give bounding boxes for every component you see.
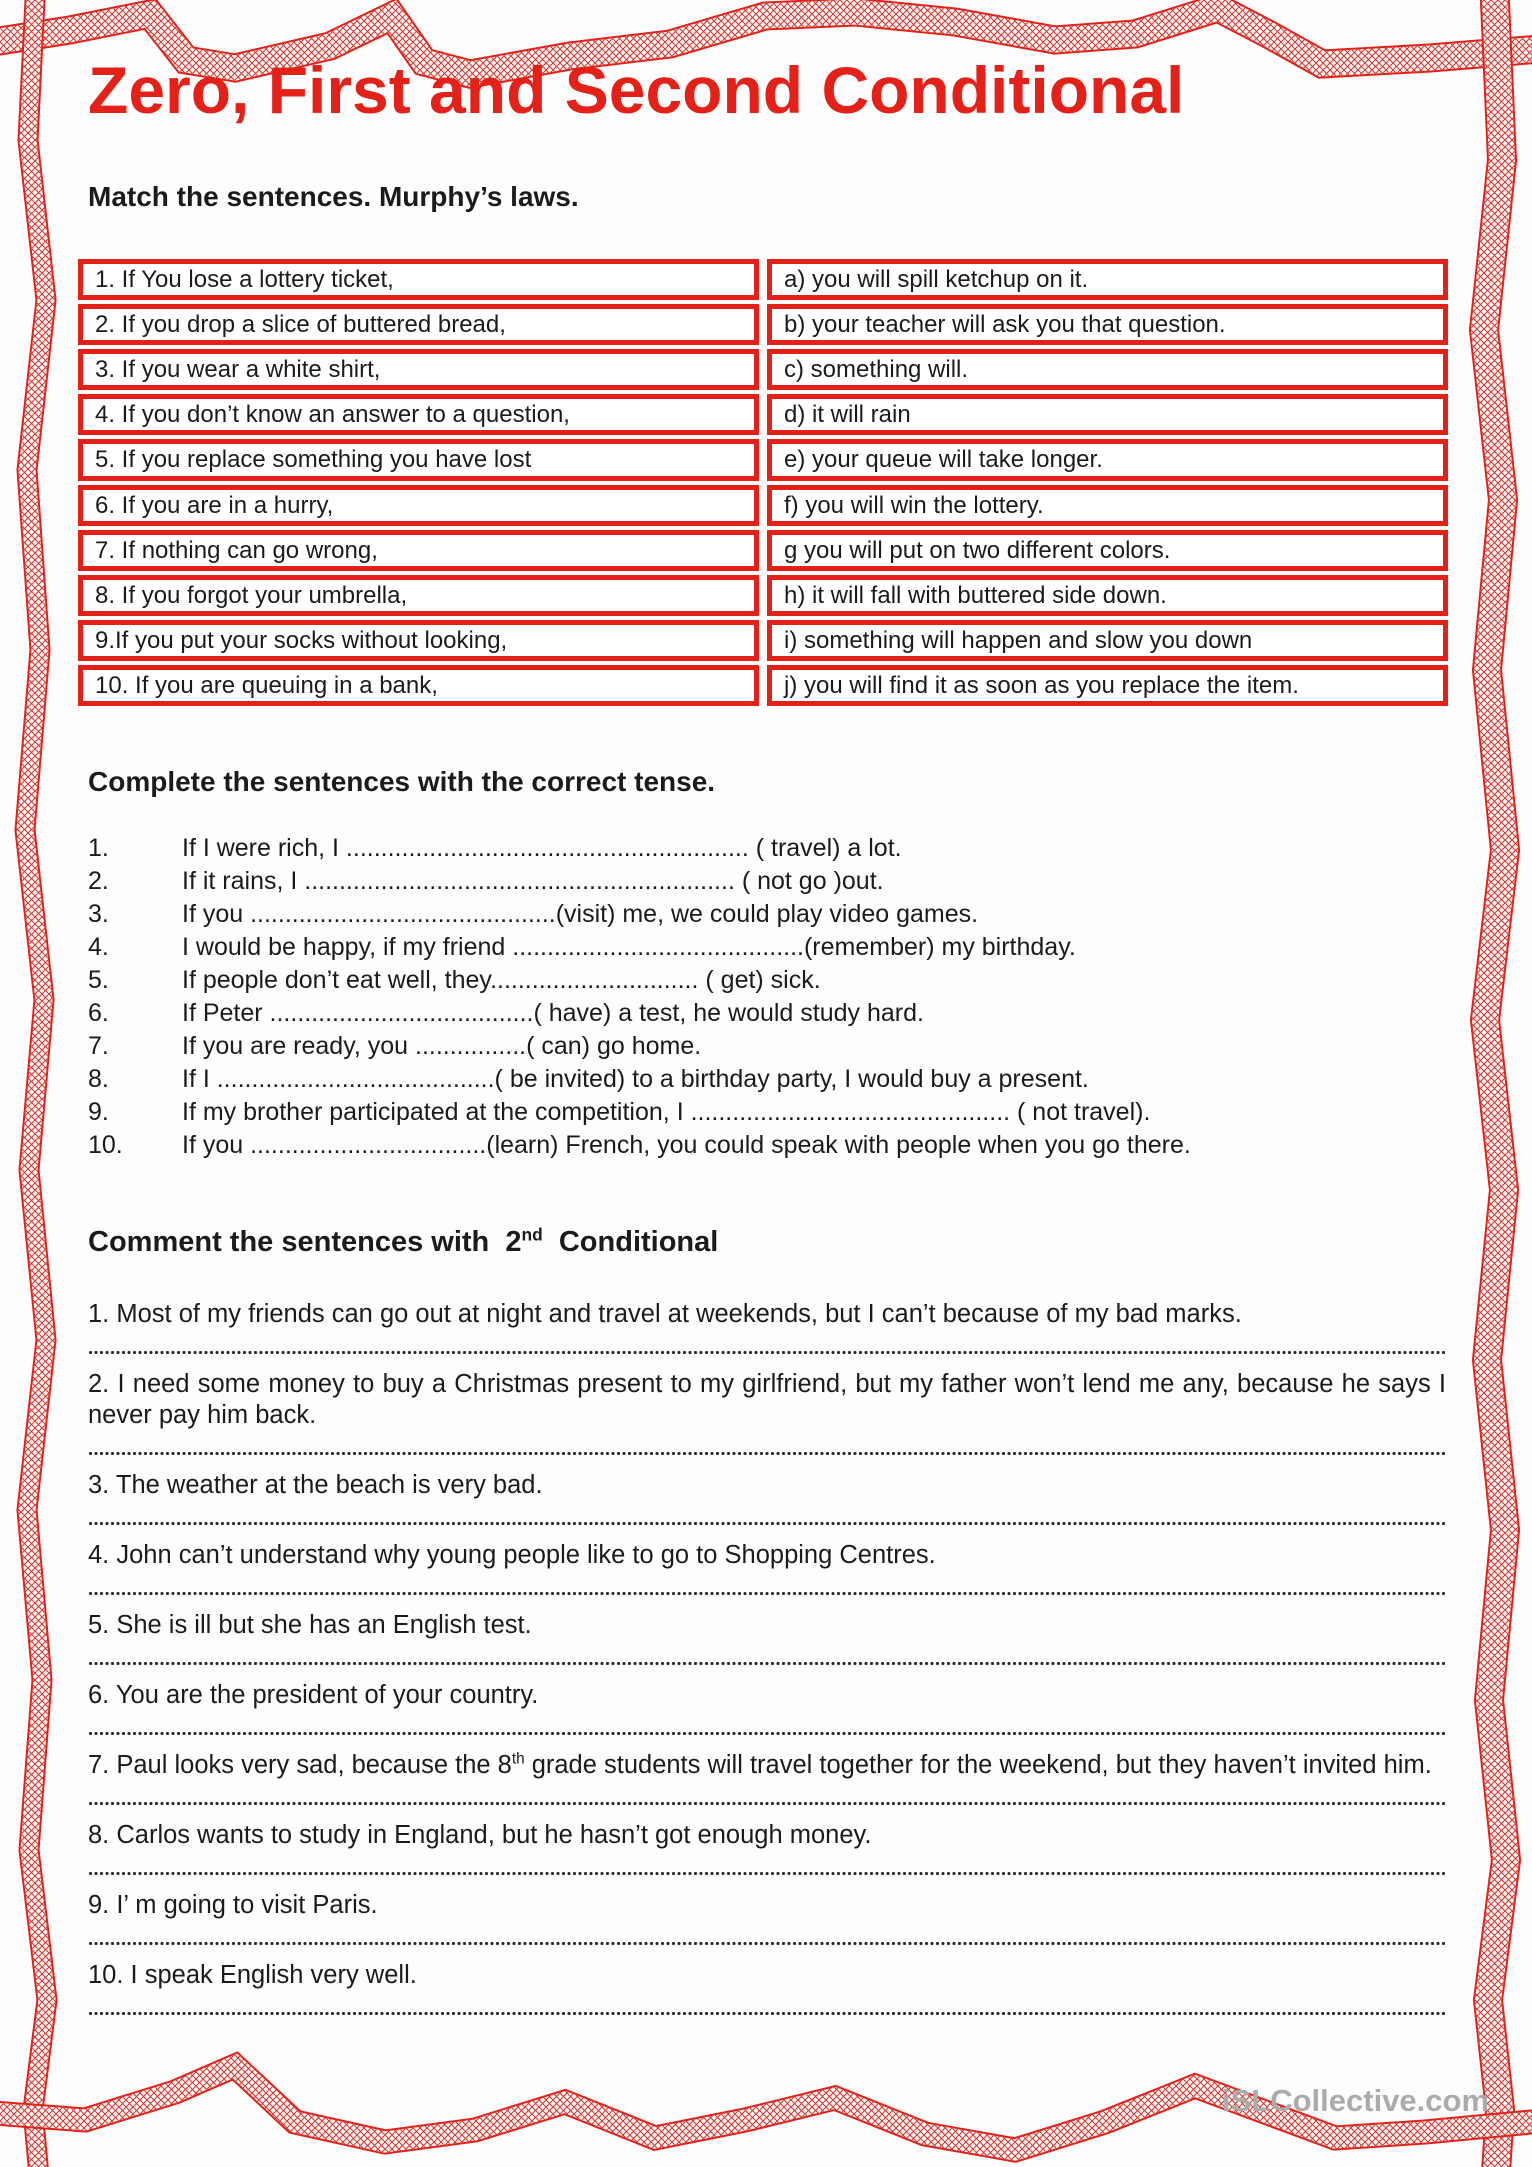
answer-dotted-line [88,1451,1446,1456]
complete-item-text: If it rains, I .............................................................. ( not go )out. [182,867,884,896]
match-cell-left: 6. If you are in a hurry, [78,485,759,526]
answer-dotted-line [88,1591,1446,1596]
answer-dotted-line [88,1731,1446,1736]
match-row [78,439,1448,480]
match-row [78,665,1448,706]
match-cell-left: 3. If you wear a white shirt, [78,349,759,390]
text-segment: 8. Carlos wants to study in England, but he hasn’t got enough money. [88,1821,872,1850]
complete-item-number: 8. [88,1065,109,1094]
match-cell-right: f) you will win the lottery. [767,485,1448,526]
complete-item [88,865,1446,898]
match-cell-left: 1. If You lose a lottery ticket, [78,259,759,300]
comment-sentence [88,1820,1446,1851]
match-cell-right: h) it will fall with buttered side down. [767,575,1448,616]
text-segment: 1. Most of my friends can go out at night and travel at weekends, but I can’t because of my bad marks. [88,1300,1242,1329]
text-segment: 4. John can’t understand why young people like to go to Shopping Centres. [88,1541,936,1570]
text-segment: 2. I need some money to buy a Christmas present to my girlfriend, but my father won’t lend me any, because he says I never pay him back. [88,1370,1454,1430]
complete-item [88,1063,1446,1096]
match-section-heading: Match the sentences. Murphy’s laws. [88,180,579,212]
text-segment: 10. I speak English very well. [88,1961,417,1990]
comment-section-heading [88,1226,1446,1259]
complete-item-number: 10. [88,1131,123,1160]
text-segment: Conditional [542,1226,719,1259]
match-cell-left: 2. If you drop a slice of buttered bread, [78,304,759,345]
complete-item [88,1030,1446,1063]
complete-item [88,964,1446,997]
match-cell-right: c) something will. [767,349,1448,390]
answer-dotted-line [88,2011,1446,2016]
complete-item-text: If you ..................................(learn) French, you could speak with people when you go there. [182,1131,1191,1160]
complete-item [88,931,1446,964]
text-segment: 5. She is ill but she has an English test. [88,1611,532,1640]
match-cell-left: 7. If nothing can go wrong, [78,530,759,571]
answer-dotted-line [88,1941,1446,1946]
answer-dotted-line [88,1801,1446,1806]
match-row [78,485,1448,526]
comment-sentence [88,1540,1446,1571]
complete-list [88,832,1446,1162]
text-segment: 6. You are the president of your country. [88,1681,539,1710]
match-cell-right: i) something will happen and slow you down [767,620,1448,661]
match-cell-left: 5. If you replace something you have lost [78,439,759,480]
match-cell-right: j) you will find it as soon as you replace the item. [767,665,1448,706]
complete-item-text: If Peter ......................................( have) a test, he would study hard. [182,999,924,1028]
match-cell-right: d) it will rain [767,394,1448,435]
comment-sentence [88,1299,1446,1330]
answer-dotted-line [88,1661,1446,1666]
comment-sentence [88,1680,1446,1711]
match-cell-left: 4. If you don’t know an answer to a question, [78,394,759,435]
superscript-text: th [511,1750,525,1768]
match-row [78,530,1448,571]
answer-dotted-line [88,1350,1446,1355]
comment-sentence [88,1610,1446,1641]
complete-section-heading: Complete the sentences with the correct tense. [88,766,716,798]
complete-item [88,832,1446,865]
match-cell-right: e) your queue will take longer. [767,439,1448,480]
complete-item [88,997,1446,1030]
comment-sentence [88,1750,1446,1781]
complete-item-text: If I ........................................( be invited) to a birthday party, I would buy a present. [182,1065,1089,1094]
complete-item-number: 9. [88,1098,109,1127]
match-row [78,304,1448,345]
complete-item-text: If you ............................................(visit) me, we could play video games. [182,900,979,929]
comment-sentence [88,1890,1446,1921]
complete-item-text: I would be happy, if my friend ..........................................(remember) my birthday. [182,933,1076,962]
comment-sentence [88,1369,1454,1431]
text-segment: 7. Paul looks very sad, because the 8 [88,1751,512,1780]
complete-item-number: 6. [88,999,109,1028]
complete-item-text: If I were rich, I .......................................................... ( travel) a lot. [182,834,902,863]
answer-dotted-line [88,1871,1446,1876]
text-segment: 9. I’ m going to visit Paris. [88,1891,378,1920]
comment-sentence [88,1960,1446,1991]
match-cell-right: a) you will spill ketchup on it. [767,259,1448,300]
match-cell-right: g you will put on two different colors. [767,530,1448,571]
complete-item-number: 7. [88,1032,109,1061]
complete-item-number: 1. [88,834,109,863]
match-row [78,394,1448,435]
match-table [70,255,1456,711]
complete-item-number: 5. [88,966,109,995]
match-cell-right: b) your teacher will ask you that question. [767,304,1448,345]
complete-item-number: 2. [88,867,109,896]
match-cell-left: 10. If you are queuing in a bank, [78,665,759,706]
comment-items [88,1299,1454,2016]
complete-item-text: If you are ready, you ................( can) go home. [182,1032,702,1061]
match-table-body [78,259,1448,707]
match-row [78,620,1448,661]
text-segment: grade students will travel together for the weekend, but they haven’t invited him. [524,1751,1432,1780]
text-segment: Comment the sentences with 2 [88,1226,522,1259]
complete-item-number: 3. [88,900,109,929]
match-row [78,575,1448,616]
match-cell-left: 9.If you put your socks without looking, [78,620,759,661]
complete-item-number: 4. [88,933,109,962]
complete-item [88,1129,1446,1162]
match-cell-left: 8. If you forgot your umbrella, [78,575,759,616]
complete-item-text: If people don’t eat well, they.............................. ( get) sick. [182,966,821,995]
watermark: iSLCollective.com [1222,2083,1490,2118]
complete-item [88,898,1446,931]
text-segment: 3. The weather at the beach is very bad. [88,1471,543,1500]
match-row [78,259,1448,300]
answer-dotted-line [88,1521,1446,1526]
page-title: Zero, First and Second Conditional [88,53,1185,127]
comment-sentence [88,1470,1446,1501]
complete-item [88,1096,1446,1129]
complete-item-text: If my brother participated at the competition, I .............................................. ( not travel). [182,1098,1151,1127]
match-row [78,349,1448,390]
superscript-text: nd [521,1224,543,1245]
